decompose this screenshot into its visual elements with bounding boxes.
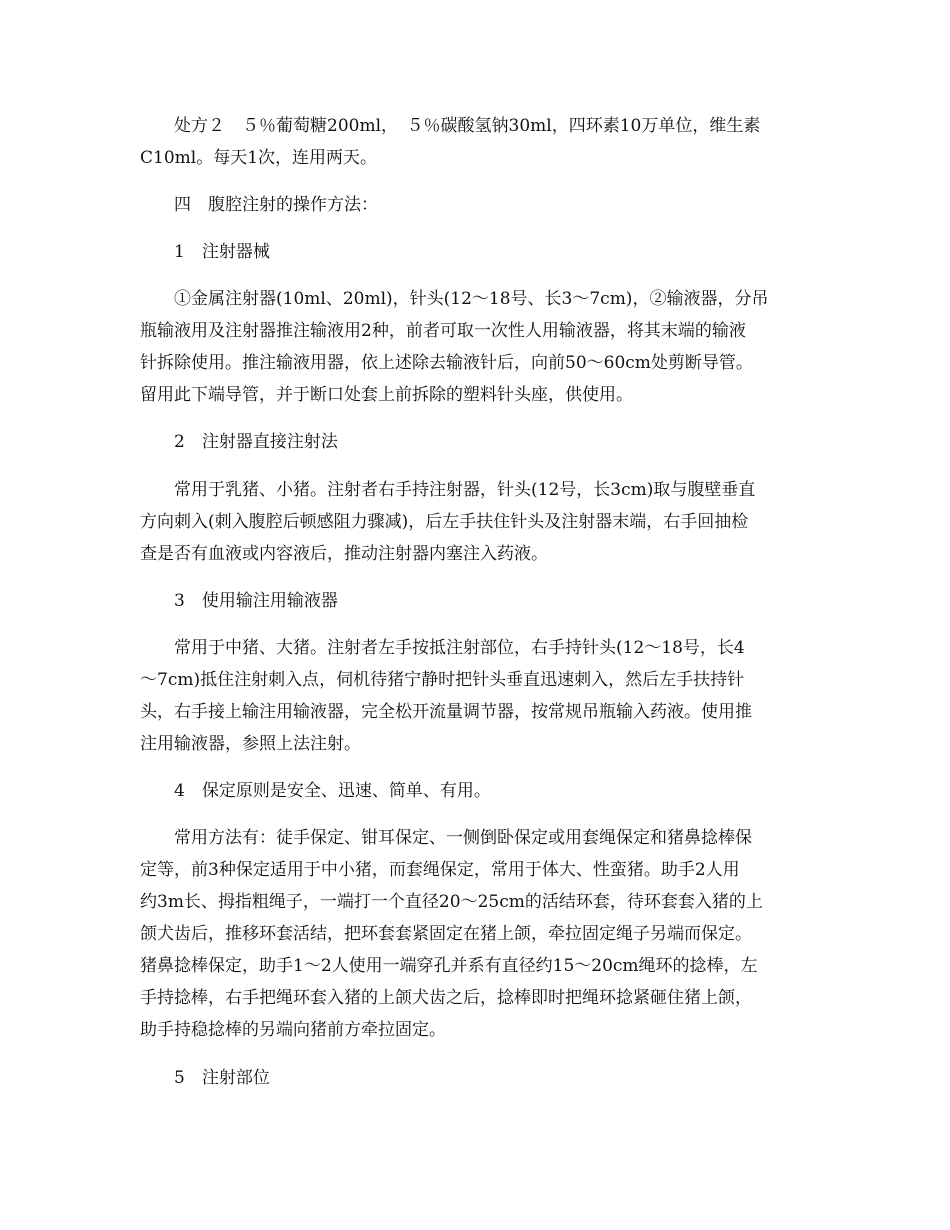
subheading-2-direct-injection: 2 注射器直接注射法: [174, 432, 338, 452]
prescription-2-line-1: 处方２ ５％葡萄糖200ml， ５％碳酸氢钠30ml，四环素10万单位，维生素: [174, 116, 761, 136]
paragraph-direct-line-3: 查是否有血液或内容液后，推动注射器内塞注入药液。: [140, 544, 548, 564]
subheading-3-infusion-set: 3 使用输注用输液器: [174, 591, 338, 611]
section-heading-4: 四 腹腔注射的操作方法：: [174, 195, 378, 215]
paragraph-restraint-line-6: 手持捻棒，右手把绳环套入猪的上颌犬齿之后，捻棒即时把绳环捻紧砸住猪上颌，: [140, 988, 752, 1008]
paragraph-restraint-line-5: 猪鼻捻棒保定，助手1～2人使用一端穿孔并系有直径约15～20cm绳环的捻棒，左: [140, 956, 758, 976]
paragraph-restraint-line-1: 常用方法有：徒手保定、钳耳保定、一侧倒卧保定或用套绳保定和猪鼻捻棒保: [174, 828, 752, 848]
paragraph-restraint-line-7: 助手持稳捻棒的另端向猪前方牵拉固定。: [140, 1020, 446, 1040]
paragraph-infusion-line-4: 注用输液器，参照上法注射。: [140, 734, 361, 754]
subheading-4-restraint-principle: 4 保定原则是安全、迅速、简单、有用。: [174, 781, 491, 801]
paragraph-equipment-line-2: 瓶输液用及注射器推注输液用2种，前者可取一次性人用输液器，将其末端的输液: [140, 321, 746, 341]
prescription-2-line-2: C10ml。每天1次，连用两天。: [140, 148, 378, 168]
paragraph-infusion-line-2: ～7cm)抵住注射刺入点，伺机待猪宁静时把针头垂直迅速刺入，然后左手扶持针: [140, 670, 745, 690]
paragraph-equipment-line-3: 针拆除使用。推注输液用器，依上述除去输液针后，向前50～60cm处剪断导管。: [140, 353, 753, 373]
paragraph-restraint-line-2: 定等，前3种保定适用于中小猪，而套绳保定，常用于体大、性蛮猪。助手2人用: [140, 860, 740, 880]
paragraph-infusion-line-3: 头，右手接上输注用输液器，完全松开流量调节器，按常规吊瓶输入药液。使用推: [140, 702, 752, 722]
paragraph-equipment-line-4: 留用此下端导管，并于断口处套上前拆除的塑料针头座，供使用。: [140, 385, 633, 405]
paragraph-restraint-line-4: 颌犬齿后，推移环套活结，把环套套紧固定在猪上颌，牵拉固定绳子另端而保定。: [140, 924, 752, 944]
subheading-5-injection-site: 5 注射部位: [174, 1068, 270, 1088]
paragraph-direct-line-2: 方向刺入(刺入腹腔后顿感阻力骤减)，后左手扶住针头及注射器末端，右手回抽检: [140, 512, 749, 532]
paragraph-direct-line-1: 常用于乳猪、小猪。注射者右手持注射器，针头(12号，长3cm)取与腹壁垂直: [174, 480, 756, 500]
paragraph-equipment-line-1: ①金属注射器(10ml、20ml)，针头(12～18号、长3～7cm)，②输液器，分吊: [174, 289, 769, 309]
paragraph-infusion-line-1: 常用于中猪、大猪。注射者左手按抵注射部位，右手持针头(12～18号，长4: [174, 638, 745, 658]
paragraph-restraint-line-3: 约3m长、拇指粗绳子，一端打一个直径20～25cm的活结环套，待环套套入猪的上: [140, 892, 763, 912]
subheading-1-injection-equipment: 1 注射器械: [174, 242, 270, 262]
